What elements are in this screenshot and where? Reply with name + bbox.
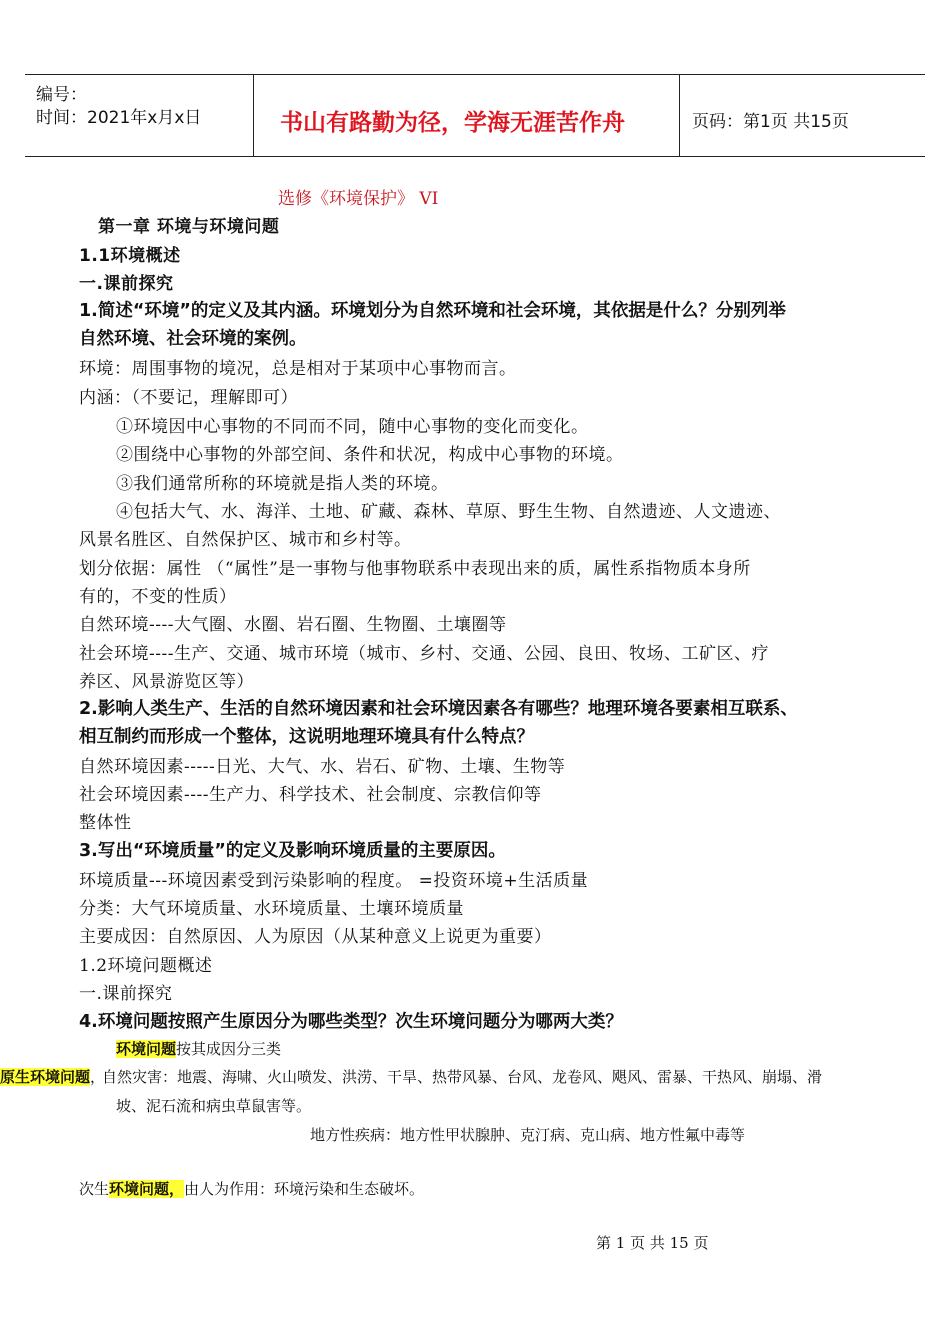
question-1-line-2: 自然环境、社会环境的案例。 bbox=[79, 329, 307, 349]
section-heading-1-1: 1.1环境概述 bbox=[79, 246, 181, 266]
header-number-label: 编号： bbox=[36, 85, 87, 105]
connotation-item-2: ②围绕中心事物的外部空间、条件和状况，构成中心事物的环境。 bbox=[116, 445, 624, 465]
secondary-problem-line bbox=[79, 1178, 424, 1199]
quality-classification: 分类：大气环境质量、水环境质量、土壤环境质量 bbox=[79, 899, 464, 919]
natural-factors: 自然环境因素-----日光、大气、水、岩石、矿物、土壤、生物等 bbox=[79, 757, 566, 777]
connotation-item-1: ①环境因中心事物的不同而不同，随中心事物的变化而变化。 bbox=[116, 417, 589, 437]
section-heading-1-2: 1.2环境问题概述 bbox=[79, 956, 213, 976]
chapter-heading: 第一章 环境与环境问题 bbox=[98, 217, 280, 237]
classification-line bbox=[116, 1038, 281, 1059]
page-footer: 第 1 页 共 15 页 bbox=[596, 1234, 709, 1252]
question-2-line-1: 2.影响人类生产、生活的自然环境因素和社会环境因素各有哪些？地理环境各要素相互联系、 bbox=[79, 699, 798, 719]
question-3: 3.写出“环境质量”的定义及影响环境质量的主要原因。 bbox=[79, 841, 506, 861]
highlight-secondary-problem: 环境问题， bbox=[109, 1180, 185, 1198]
connotation-label: 内涵：（不要记，理解即可） bbox=[79, 388, 298, 408]
connotation-item-3: ③我们通常所称的环境就是指人类的环境。 bbox=[116, 474, 449, 494]
social-environment-line-1: 社会环境----生产、交通、城市环境（城市、乡村、交通、公园、良田、牧场、工矿区、疗 bbox=[79, 644, 769, 664]
endemic-diseases: 地方性疾病：地方性甲状腺肿、克汀病、克山病、地方性氟中毒等 bbox=[310, 1126, 746, 1144]
question-4: 4.环境问题按照产生原因分为哪些类型？次生环境问题分为哪两大类？ bbox=[79, 1012, 623, 1032]
integrity-answer: 整体性 bbox=[79, 813, 132, 833]
header-motto: 书山有路勤为径，学海无涯苦作舟 bbox=[280, 110, 625, 136]
primary-problem-comma: ， bbox=[90, 1068, 106, 1086]
classification-text: 按其成因分三类 bbox=[176, 1040, 282, 1058]
division-basis-line-1: 划分依据：属性 （“属性”是一事物与他事物联系中表现出来的质，属性系指物质本身所 bbox=[79, 559, 751, 579]
highlight-primary-problem: 原生环境问题 bbox=[0, 1068, 91, 1086]
header-divider-left bbox=[253, 74, 254, 156]
subsection-heading-2: 一.课前探究 bbox=[79, 984, 173, 1004]
connotation-item-4-line-1: ④包括大气、水、海洋、土地、矿藏、森林、草原、野生生物、自然遗迹、人文遗迹、 bbox=[116, 502, 781, 522]
natural-environment: 自然环境----大气圈、水圈、岩石圈、生物圈、土壤圈等 bbox=[79, 615, 507, 635]
question-2-line-2: 相互制约而形成一个整体，这说明地理环境具有什么特点？ bbox=[79, 727, 534, 747]
secondary-prefix: 次生 bbox=[79, 1180, 110, 1198]
subsection-heading: 一.课前探究 bbox=[79, 274, 174, 294]
primary-problem-label bbox=[0, 1066, 105, 1087]
environment-definition: 环境：周围事物的境况，总是相对于某项中心事物而言。 bbox=[79, 359, 517, 379]
connotation-item-4-line-2: 风景名胜区、自然保护区、城市和乡村等。 bbox=[79, 530, 412, 550]
header-divider-right bbox=[679, 74, 680, 156]
natural-disasters-line-1: 自然灾害：地震、海啸、火山喷发、洪涝、干旱、热带风暴、台风、龙卷风、飓风、雷暴、干热风、崩塌、滑 bbox=[102, 1068, 823, 1086]
header-page-label: 页码：第1页 共15页 bbox=[692, 112, 849, 132]
division-basis-line-2: 有的，不变的性质） bbox=[79, 587, 237, 607]
social-environment-line-2: 养区、风景游览区等） bbox=[79, 672, 254, 692]
header-top-rule bbox=[25, 74, 925, 75]
social-factors: 社会环境因素----生产力、科学技术、社会制度、宗教信仰等 bbox=[79, 785, 542, 805]
doc-title: 选修《环境保护》 VI bbox=[278, 189, 439, 209]
header-time-label: 时间：2021年x月x日 bbox=[36, 108, 202, 128]
natural-disasters-line-2: 坡、泥石流和病虫草鼠害等。 bbox=[116, 1097, 312, 1115]
header-bottom-rule bbox=[25, 156, 925, 157]
question-1-line-1: 1.简述“环境”的定义及其内涵。环境划分为自然环境和社会环境，其依据是什么？分别列举 bbox=[79, 301, 786, 321]
secondary-problem-text: 由人为作用：环境污染和生态破坏。 bbox=[184, 1180, 425, 1198]
quality-definition: 环境质量---环境因素受到污染影响的程度。 =投资环境+生活质量 bbox=[79, 871, 589, 891]
quality-main-causes: 主要成因：自然原因、人为原因（从某种意义上说更为重要） bbox=[79, 927, 552, 947]
highlight-environment-problem: 环境问题 bbox=[116, 1040, 177, 1058]
